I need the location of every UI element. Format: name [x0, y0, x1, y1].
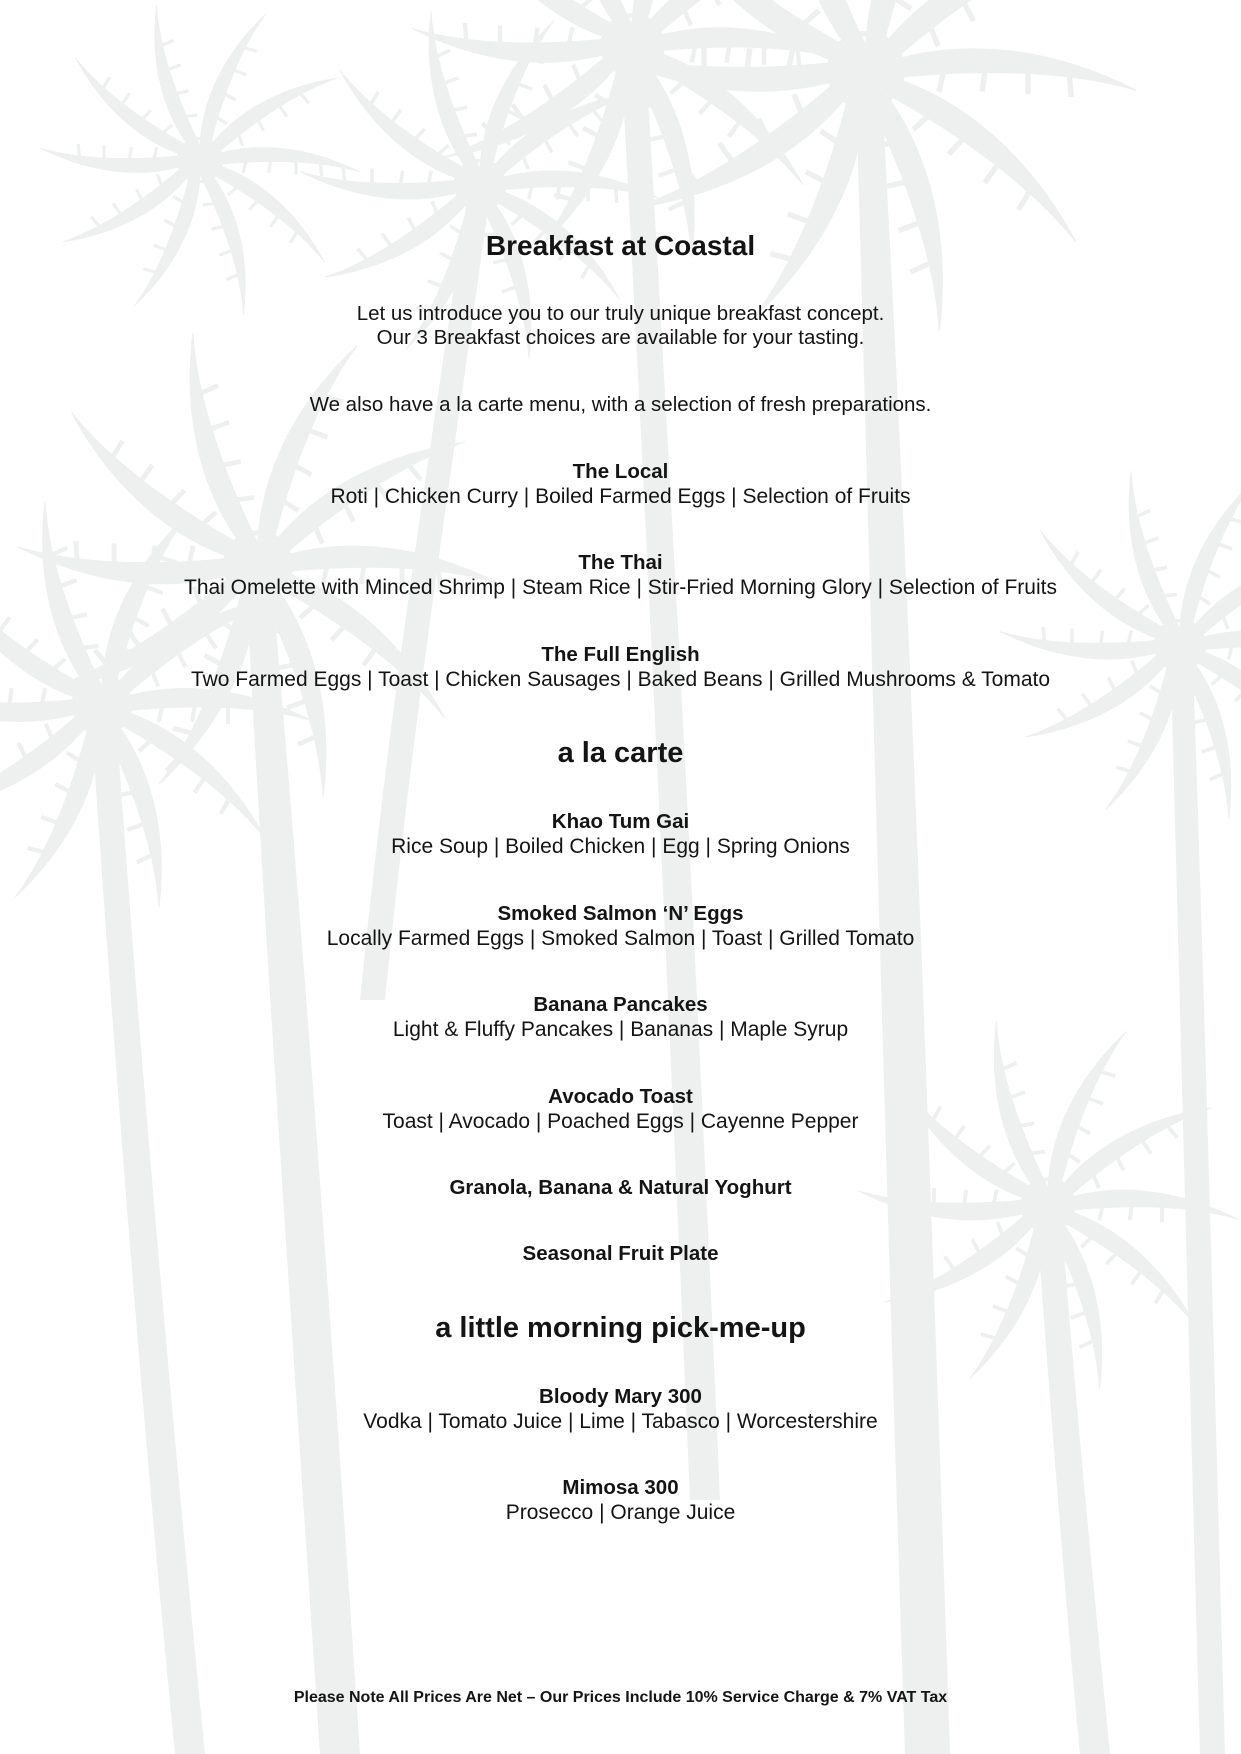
drink-desc: Prosecco | Orange Juice — [505, 1501, 736, 1524]
intro-line-2: Our 3 Breakfast choices are available for your tasting. — [376, 326, 865, 349]
a-la-carte-item-name: Granola, Banana & Natural Yoghurt — [449, 1176, 792, 1199]
a-la-carte-item-name: Smoked Salmon ‘N’ Eggs — [497, 902, 744, 925]
a-la-carte-item-desc: Locally Farmed Eggs | Smoked Salmon | Toast | Grilled Tomato — [326, 927, 915, 950]
drink-desc: Vodka | Tomato Juice | Lime | Tabasco | Worcestershire — [363, 1410, 878, 1433]
set-breakfast-name: The Local — [572, 460, 669, 483]
a-la-carte-heading: a la carte — [557, 737, 684, 769]
menu-title: Breakfast at Coastal — [485, 230, 756, 261]
intro-line-3: We also have a la carte menu, with a selection of fresh preparations. — [309, 393, 932, 416]
a-la-carte-item-desc: Toast | Avocado | Poached Eggs | Cayenne Pepper — [382, 1110, 859, 1133]
drink-name: Bloody Mary 300 — [539, 1385, 702, 1408]
a-la-carte-item-name: Seasonal Fruit Plate — [522, 1242, 719, 1265]
pick-me-up-heading: a little morning pick-me-up — [435, 1312, 806, 1344]
a-la-carte-item-name: Banana Pancakes — [533, 993, 708, 1016]
set-breakfast-desc: Roti | Chicken Curry | Boiled Farmed Eggs | Selection of Fruits — [330, 485, 911, 508]
intro-line-1: Let us introduce you to our truly unique breakfast concept. — [356, 302, 885, 325]
price-note-footer: Please Note All Prices Are Net – Our Prices Include 10% Service Charge & 7% VAT Tax — [293, 1689, 948, 1706]
drink-name: Mimosa 300 — [562, 1476, 679, 1499]
a-la-carte-item-desc: Light & Fluffy Pancakes | Bananas | Maple Syrup — [392, 1018, 849, 1041]
a-la-carte-item-name: Avocado Toast — [548, 1085, 693, 1108]
set-breakfast-name: The Full English — [541, 643, 700, 666]
a-la-carte-item-desc: Rice Soup | Boiled Chicken | Egg | Spring Onions — [391, 835, 850, 858]
set-breakfast-name: The Thai — [578, 551, 663, 574]
set-breakfast-desc: Thai Omelette with Minced Shrimp | Steam Rice | Stir-Fried Morning Glory | Selection of Fruits — [184, 576, 1057, 599]
set-breakfast-desc: Two Farmed Eggs | Toast | Chicken Sausages | Baked Beans | Grilled Mushrooms & Tomato — [190, 668, 1051, 691]
a-la-carte-item-name: Khao Tum Gai — [551, 810, 690, 833]
